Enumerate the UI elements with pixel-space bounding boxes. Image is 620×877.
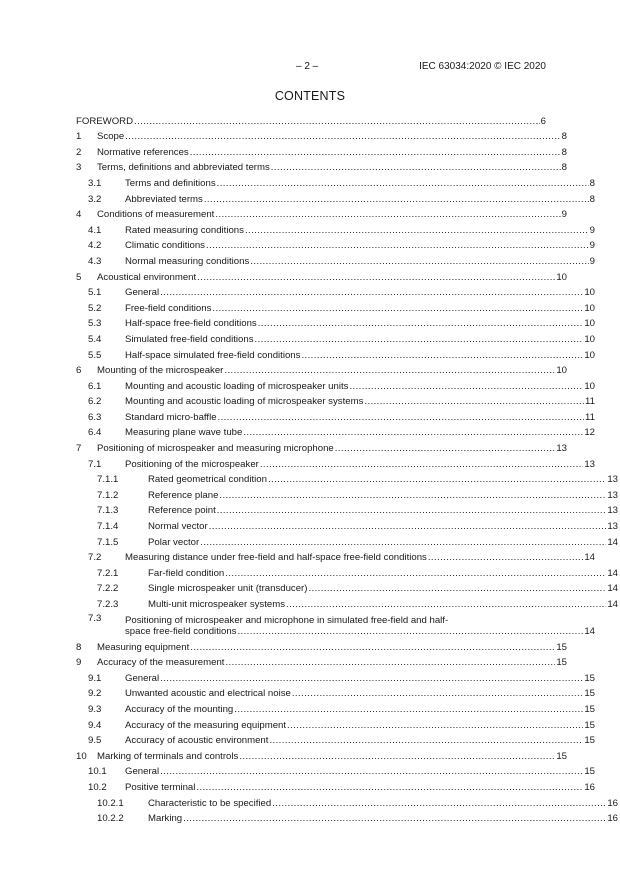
toc-entry[interactable] [76, 638, 567, 654]
toc-entry[interactable] [76, 143, 567, 159]
toc-entry-number: 6.3 [88, 411, 102, 423]
toc-entry-page: 14 [584, 552, 595, 564]
toc-entry[interactable] [76, 284, 595, 300]
toc-leader-dots [183, 813, 606, 824]
toc-entry-page: 10 [556, 271, 567, 283]
toc-entry-title: Abbreviated terms [125, 193, 203, 205]
toc-entry-page: 13 [607, 489, 618, 501]
toc-entry-page: 10 [556, 365, 567, 377]
toc-entry-number: 2 [76, 146, 82, 158]
toc-leader-dots [160, 673, 583, 684]
toc-entry[interactable] [76, 362, 567, 378]
toc-leader-dots [204, 194, 589, 205]
toc-entry-title: Far-field condition [148, 567, 225, 579]
toc-entry-page: 8 [561, 162, 567, 174]
toc-entry[interactable] [76, 299, 595, 315]
toc-entry-number: 10.2.1 [97, 797, 124, 809]
toc-entry-page: 13 [607, 505, 618, 517]
toc-entry-number: 6.4 [88, 427, 102, 439]
toc-entry-title: Mounting and acoustic loading of microspeaker systems [125, 396, 364, 408]
toc-entry-number: 5.2 [88, 302, 102, 314]
page-title: CONTENTS [274, 89, 346, 103]
toc-entry-page: 9 [561, 209, 567, 221]
toc-entry-page: 12 [584, 427, 595, 439]
toc-entry-page: 8 [589, 193, 595, 205]
toc-entry[interactable] [76, 517, 618, 533]
toc-entry[interactable] [76, 424, 595, 440]
toc-entry-title: Positioning of microspeaker and microphone in simulated free-field and half- [125, 615, 449, 626]
toc-entry-number: 9.3 [88, 703, 102, 715]
toc-entry[interactable] [76, 502, 618, 518]
toc-entry-title: Marking [148, 813, 183, 825]
toc-entry-number: 1 [76, 131, 82, 143]
toc-entry-page: 15 [584, 719, 595, 731]
toc-entry[interactable] [76, 393, 595, 409]
toc-entry-title: Rated measuring conditions [125, 224, 244, 236]
toc-entry-page: 8 [561, 146, 567, 158]
toc-entry-page: 15 [584, 672, 595, 684]
toc-leader-dots [218, 412, 584, 423]
toc-entry-page: 10 [584, 333, 595, 345]
toc-entry-title: Conditions of measurement [97, 209, 215, 221]
toc-entry[interactable] [76, 486, 618, 502]
toc-leader-dots [260, 459, 583, 470]
toc-entry[interactable] [76, 330, 595, 346]
table-of-contents [76, 112, 618, 825]
toc-entry-number: 7.2.1 [97, 567, 119, 579]
toc-entry-page: 13 [556, 443, 567, 455]
toc-entry-number: 7.2.3 [97, 599, 119, 610]
toc-entry-title: Normal measuring conditions [125, 255, 250, 267]
toc-entry-number: 9.1 [88, 672, 102, 684]
toc-entry-number: 6 [76, 365, 82, 377]
toc-entry-number: 7.3 [88, 613, 102, 624]
toc-entry[interactable] [76, 159, 567, 175]
toc-entry[interactable] [76, 763, 595, 779]
toc-leader-dots [219, 490, 606, 501]
toc-entry-title: Scope [97, 131, 125, 143]
toc-entry-title: General [125, 672, 160, 684]
toc-entry-number: 5.4 [88, 333, 102, 345]
toc-leader-dots [245, 225, 589, 236]
toc-entry[interactable] [76, 778, 595, 794]
toc-leader-dots [190, 147, 561, 158]
toc-entry-title: Accuracy of acoustic environment [125, 735, 269, 747]
toc-leader-dots [212, 303, 583, 314]
toc-leader-dots [286, 599, 606, 610]
toc-entry-number: 8 [76, 641, 82, 653]
document-reference: IEC 63034:2020 © IEC 2020 [419, 61, 546, 72]
toc-leader-dots [364, 396, 584, 407]
toc-entry-number: 10 [76, 750, 87, 762]
page-header [0, 61, 620, 75]
toc-entry-title: space free-field conditions [125, 626, 237, 637]
toc-entry-title: Measuring equipment [97, 641, 190, 653]
toc-entry-title: Mounting of the microspeaker [97, 365, 224, 377]
toc-entry[interactable] [76, 408, 595, 424]
toc-entry-title: Accuracy of the mounting [125, 703, 234, 715]
toc-entry-number: 7.1.4 [97, 521, 119, 533]
toc-leader-dots [250, 256, 588, 267]
toc-leader-dots [225, 568, 606, 579]
toc-entry-title: Polar vector [148, 536, 200, 548]
toc-entry-page: 14 [607, 536, 618, 548]
toc-entry[interactable] [76, 455, 595, 471]
toc-entry-title: Measuring plane wave tube [125, 427, 243, 439]
toc-entry-page: 9 [589, 255, 595, 267]
toc-entry-number: 7.1.3 [97, 505, 119, 517]
toc-leader-dots [301, 350, 583, 361]
toc-leader-dots [243, 427, 583, 438]
toc-entry-page: 13 [607, 474, 618, 486]
toc-entry-page: 10 [584, 287, 595, 299]
toc-leader-dots [268, 474, 606, 485]
toc-entry-page: 8 [589, 177, 595, 189]
toc-entry-title: Accuracy of the measuring equipment [125, 719, 287, 731]
toc-entry-title: Normative references [97, 146, 189, 158]
toc-leader-dots [200, 537, 606, 548]
toc-entry-number: 5 [76, 271, 82, 283]
toc-entry-title: Positioning of the microspeaker [125, 458, 259, 470]
toc-entry-page: 9 [589, 240, 595, 252]
toc-entry[interactable] [76, 174, 595, 190]
toc-leader-dots [160, 287, 583, 298]
toc-entry-page: 15 [556, 657, 567, 669]
toc-leader-dots [190, 642, 555, 653]
toc-entry-title: General [125, 766, 160, 778]
toc-entry-page: 13 [607, 521, 618, 533]
toc-entry[interactable] [76, 747, 567, 763]
toc-entry-number: 10.1 [88, 766, 107, 778]
toc-entry-number: 3 [76, 162, 82, 174]
toc-entry[interactable] [76, 810, 618, 826]
toc-entry-number: 9 [76, 657, 82, 669]
toc-entry-title: Marking of terminals and controls [97, 750, 239, 762]
toc-entry[interactable] [76, 471, 618, 487]
toc-leader-dots [269, 735, 583, 746]
toc-entry-number: 3.2 [88, 193, 102, 205]
toc-entry[interactable] [76, 685, 595, 701]
toc-entry-number: 5.5 [88, 349, 102, 361]
toc-entry[interactable] [76, 654, 567, 670]
toc-entry-title: Half-space simulated free-field conditions [125, 349, 301, 361]
toc-entry-page: 15 [584, 766, 595, 778]
toc-entry-page: 15 [556, 750, 567, 762]
toc-entry[interactable] [76, 533, 618, 549]
toc-leader-dots [428, 552, 583, 563]
toc-leader-dots [125, 131, 560, 142]
toc-leader-dots [160, 766, 583, 777]
toc-entry[interactable] [76, 611, 595, 638]
toc-entry[interactable] [76, 128, 567, 144]
toc-entry-page: 14 [607, 583, 618, 595]
toc-entry[interactable] [76, 732, 595, 748]
toc-entry-number: 10.2 [88, 781, 107, 793]
toc-entry-page: 13 [584, 458, 595, 470]
toc-leader-dots [197, 272, 555, 283]
toc-leader-dots [209, 521, 607, 532]
toc-entry[interactable] [76, 221, 595, 237]
toc-entry-page: 10 [584, 349, 595, 361]
toc-entry[interactable] [76, 112, 546, 128]
toc-entry-number: 7.1 [88, 458, 102, 470]
toc-entry-title: Terms and definitions [125, 177, 216, 189]
toc-leader-dots [271, 162, 561, 173]
toc-entry-page: 15 [584, 703, 595, 715]
toc-entry-page: 16 [584, 781, 595, 793]
toc-entry-number: 6.2 [88, 396, 102, 408]
toc-entry[interactable] [76, 315, 595, 331]
toc-entry-page: 8 [561, 131, 567, 143]
toc-entry-page: 14 [607, 599, 618, 610]
toc-entry-page: 9 [589, 224, 595, 236]
toc-leader-dots [206, 240, 589, 251]
toc-entry-number: 7.2.2 [97, 583, 119, 595]
toc-entry[interactable] [76, 206, 567, 222]
toc-entry-title: Characteristic to be specified [148, 797, 272, 809]
toc-entry-title: Acoustical environment [97, 271, 197, 283]
toc-entry-number: 9.5 [88, 735, 102, 747]
toc-entry-page: 10 [584, 380, 595, 392]
toc-leader-dots [308, 583, 606, 594]
toc-entry-title: Standard micro-baffle [125, 411, 217, 423]
toc-entry-title: Reference point [148, 505, 216, 517]
toc-leader-dots [237, 626, 583, 637]
toc-entry-title: Unwanted acoustic and electrical noise [125, 688, 291, 700]
toc-entry[interactable] [76, 580, 618, 596]
toc-entry-page: 15 [584, 735, 595, 747]
toc-entry-number: 4 [76, 209, 82, 221]
toc-entry[interactable] [76, 268, 567, 284]
toc-leader-dots [255, 334, 584, 345]
toc-entry-title: Normal vector [148, 521, 208, 533]
toc-entry-title: Measuring distance under free-field and half-space free-field conditions [125, 552, 427, 564]
toc-entry-title: Accuracy of the measurement [97, 657, 225, 669]
toc-leader-dots [224, 365, 555, 376]
toc-entry[interactable] [76, 549, 595, 565]
toc-leader-dots [217, 178, 589, 189]
page-number: – 2 – [296, 61, 319, 72]
toc-entry-title: Positive terminal [125, 781, 196, 793]
toc-entry[interactable] [76, 669, 595, 685]
toc-entry-number: 10.2.2 [97, 813, 124, 825]
toc-entry[interactable] [76, 700, 595, 716]
toc-entry-number: 7 [76, 443, 82, 455]
toc-leader-dots [287, 720, 583, 731]
toc-entry[interactable] [76, 237, 595, 253]
toc-entry[interactable] [76, 595, 618, 611]
toc-entry-page: 6 [540, 115, 546, 127]
toc-entry[interactable] [76, 564, 618, 580]
toc-entry-title: Simulated free-field conditions [125, 333, 254, 345]
toc-entry-number: 7.1.1 [97, 474, 119, 486]
toc-entry[interactable] [76, 346, 595, 362]
toc-entry-number: 6.1 [88, 380, 102, 392]
toc-entry[interactable] [76, 252, 595, 268]
toc-entry-page: 11 [585, 411, 595, 423]
toc-entry-title: Positioning of microspeaker and measuring microphone [97, 443, 334, 455]
toc-entry-title: Terms, definitions and abbreviated terms [97, 162, 270, 174]
toc-entry-page: 14 [584, 626, 595, 637]
toc-leader-dots [234, 704, 583, 715]
toc-entry-page: 10 [584, 318, 595, 330]
toc-entry-page: 15 [584, 688, 595, 700]
toc-entry-number: 9.4 [88, 719, 102, 731]
toc-entry-number: 4.3 [88, 255, 102, 267]
toc-entry[interactable] [76, 439, 567, 455]
toc-entry[interactable] [76, 794, 618, 810]
toc-leader-dots [292, 688, 583, 699]
toc-entry-title: Single microspeaker unit (transducer) [148, 583, 308, 595]
toc-entry-page: 16 [607, 813, 618, 825]
toc-leader-dots [239, 751, 555, 762]
toc-entry-title: Rated geometrical condition [148, 474, 267, 486]
toc-entry-page: 14 [607, 567, 618, 579]
toc-entry-title: Reference plane [148, 489, 219, 501]
toc-entry-title: FOREWORD [76, 115, 134, 127]
toc-leader-dots [196, 782, 583, 793]
toc-leader-dots [134, 116, 540, 127]
toc-entry-number: 4.1 [88, 224, 102, 236]
toc-entry-page: 15 [556, 641, 567, 653]
toc-entry[interactable] [76, 190, 595, 206]
toc-entry-title: Half-space free-field conditions [125, 318, 257, 330]
toc-entry-number: 7.1.5 [97, 536, 119, 548]
toc-entry-page: 11 [585, 396, 595, 408]
toc-entry-title: Free-field conditions [125, 302, 212, 314]
toc-leader-dots [349, 381, 583, 392]
toc-entry[interactable] [76, 377, 595, 393]
toc-entry-page: 16 [607, 797, 618, 809]
toc-leader-dots [272, 798, 606, 809]
toc-entry-number: 4.2 [88, 240, 102, 252]
toc-entry-title: Multi-unit microspeaker systems [148, 599, 286, 610]
toc-leader-dots [215, 209, 560, 220]
toc-leader-dots [225, 657, 555, 668]
toc-entry-number: 7.1.2 [97, 489, 119, 501]
toc-leader-dots [258, 318, 584, 329]
toc-entry-title: Mounting and acoustic loading of microspeaker units [125, 380, 349, 392]
toc-entry-number: 9.2 [88, 688, 102, 700]
toc-entry-number: 5.1 [88, 287, 102, 299]
toc-entry-number: 7.2 [88, 552, 102, 564]
toc-entry-title: Climatic conditions [125, 240, 205, 252]
toc-entry-number: 5.3 [88, 318, 102, 330]
toc-entry-title: General [125, 287, 160, 299]
toc-entry-number: 3.1 [88, 177, 102, 189]
toc-entry[interactable] [76, 716, 595, 732]
toc-leader-dots [217, 505, 607, 516]
toc-leader-dots [335, 443, 556, 454]
toc-entry-page: 10 [584, 302, 595, 314]
